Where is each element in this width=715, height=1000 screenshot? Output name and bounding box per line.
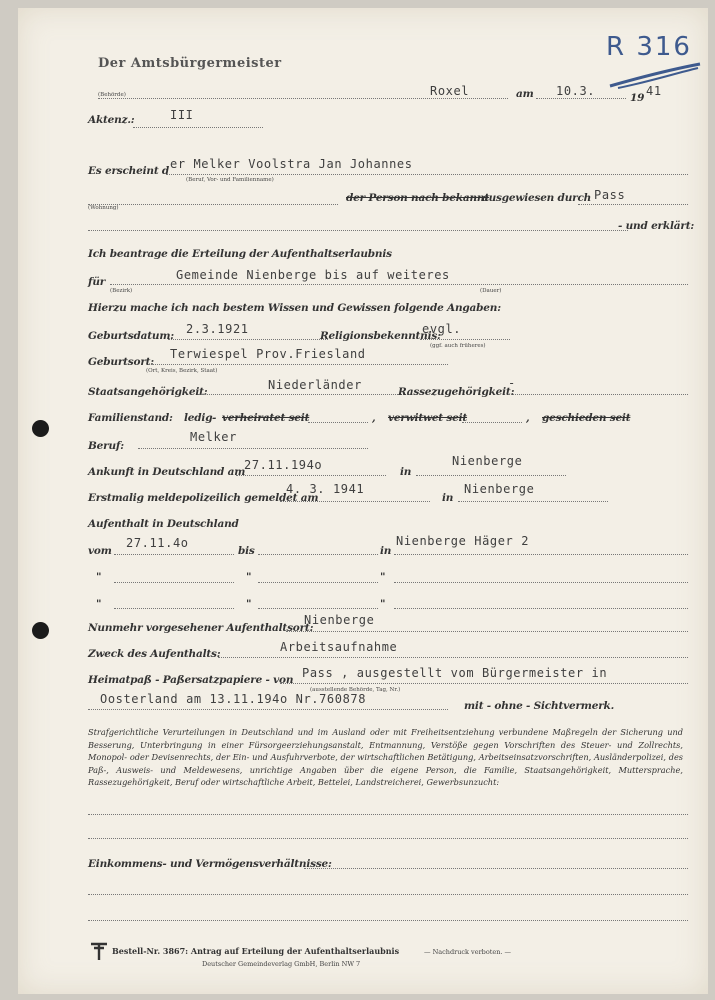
ditto-2b: " xyxy=(246,598,252,610)
heimatpass-hint: (ausstellende Behörde, Tag, Nr.) xyxy=(310,687,401,693)
wohnung-hint: (Wohnung) xyxy=(88,205,119,211)
ledig-option: ledig xyxy=(184,412,213,424)
aufenthalt-place: Nienberge Häger 2 xyxy=(396,534,530,548)
melde-date: 4. 3. 1941 xyxy=(286,482,365,496)
ditto-1b: " xyxy=(246,571,252,583)
footer-bestell: Bestell-Nr. 3867: Antrag auf Erteilung der Aufenthaltserlaubnis xyxy=(112,946,400,956)
archive-reference: R 316 xyxy=(606,32,692,62)
aktenz-value: III xyxy=(170,108,194,122)
religion-value: evgl. xyxy=(422,322,462,336)
familienstand-label: Familienstand: xyxy=(88,412,173,424)
punch-hole-top xyxy=(32,420,49,437)
geburtsdatum-value: 2.3.1921 xyxy=(186,322,249,336)
rasse-label: Rassezugehörigkeit: xyxy=(398,386,515,398)
form-page: R 316 Der Amtsbürgermeister (Behörde) Roxel am 10.3. 19 41 Aktenz.: III Es erscheint d er Melker Voolstra Jan Johannes (Beruf, Vor- und Familienname) (Wohnung) der Person nach bekannt ausgewiesen durch Pass - und erklärt: Ich beantrage die Erteilung der Aufenthaltserlaubnis für Gemeinde Nienberge bis auf weiteres (Bezirk) (Dauer) Hierzu mache ich nach bestem Wissen und Gewissen folgende Angaben: Geburtsdatum: 2.3.1921 Religionsbekenntnis: evgl. (ggf. auch früheres) Geburtsort: Terwiespel Prov.Friesland (Ort, Kreis, Bezirk, Staat) Staatsangehörigkeit: Niederländer Rassezugehörigkeit: - Familienstand: ledig - verheiratet seit , verwitwet seit , geschieden seit Beruf: Melker Ankunft in Deutschland am 27.11.194o in Nienberge Erstmalig meldepolizeilich gemeldet am 4. 3. 1941 in Nienberge Aufenthalt in Deutschland vom 27.11.4o bis in Nienberge Häger 2 " " " " " " Nunmehr vorgesehener Aufenthaltsort: Nienberge Zweck des Aufenthalts: Arbeitsaufnahme Heimatpaß - Paßersatzpapiere - von Pass , ausgestellt vom Bürgermeister in (ausstellende Behörde, Tag, Nr.) Oosterland am 13.11.194o Nr.760878 mit - ohne - Sichtvermerk. Strafgerichtliche Verurteilungen in Deutschland und im Ausland oder mit Freiheitsentziehung verbundene Maßregeln der Sicherung und Besserung, Unterbringung in einer Fürsorgeerziehungsanstalt, Entmannung, Verstöße gegen Vorschriften des Steuer- und Zollrechts, Monopol- oder Devisenrechts, der Ein- und Ausfuhrverbote, der wirtschaftlichen Betätigung, Arbeitseinsatzvorschriften, Ausländerpolizei, des Paß-, Ausweis- und Meldewesens, unrichtige Angaben über die eigene Person, die Familie, Staatsangehörigkeit, Muttersprache, Rassezugehörigkeit, Beruf oder wirtschaftliche Arbeit, Bettelei, Landstreicherei, Gewerbsunzucht: Einkommens- und Vermögensverhältnisse: Bestell-Nr. 3867: Antrag auf Erteilung der Aufenthaltserlaubnis — Nachdruck verboten. — Deutscher Gemeindeverlag GmbH, Berlin NW 7 xyxy=(18,8,708,994)
income-label: Einkommens- und Vermögensverhältnisse: xyxy=(88,858,332,870)
bis-label: bis xyxy=(238,545,255,557)
am-label: am xyxy=(516,88,534,100)
aufenthaltsort-label: Nunmehr vorgesehener Aufenthaltsort: xyxy=(88,622,314,634)
authority-stamp: Der Amtsbürgermeister xyxy=(98,56,282,71)
aktenz-label: Aktenz.: xyxy=(88,114,135,126)
punch-hole-bottom xyxy=(32,622,49,639)
beantrage-label: Ich beantrage die Erteilung der Aufenthaltserlaubnis xyxy=(88,248,392,260)
fuer-label: für xyxy=(88,276,106,288)
ditto-2c: " xyxy=(380,598,386,610)
verheiratet-option: verheiratet seit xyxy=(222,412,310,424)
rasse-value: - xyxy=(508,376,516,390)
vom-date: 27.11.4o xyxy=(126,536,189,550)
ankunft-label: Ankunft in Deutschland am xyxy=(88,466,246,478)
religion-hint: (ggf. auch früheres) xyxy=(430,343,486,349)
name-value: er Melker Voolstra Jan Johannes xyxy=(170,157,413,171)
sichtvermerk-label: mit - ohne - Sichtvermerk. xyxy=(464,700,615,712)
heimatpass-line2: Oosterland am 13.11.194o Nr.760878 xyxy=(100,692,367,706)
place-value: Roxel xyxy=(430,84,470,98)
behoerde-hint: (Behörde) xyxy=(98,92,126,98)
ausweis-value: Pass xyxy=(594,188,626,202)
year-value: 41 xyxy=(646,84,662,98)
bezirk-hint: (Bezirk) xyxy=(110,288,133,294)
aufenthalt-in-label: in xyxy=(380,545,392,557)
aufenthaltsort-value: Nienberge xyxy=(304,613,375,627)
aufenthalt-label: Aufenthalt in Deutschland xyxy=(88,518,239,530)
vom-label: vom xyxy=(88,545,112,557)
beruf-value: Melker xyxy=(190,430,237,444)
ditto-2a: " xyxy=(96,598,102,610)
geschieden-option: geschieden seit xyxy=(542,412,631,424)
staat-label: Staatsangehörigkeit: xyxy=(88,386,208,398)
hierzu-label: Hierzu mache ich nach bestem Wissen und Gewissen folgende Angaben: xyxy=(88,302,501,314)
religion-label: Religionsbekenntnis: xyxy=(320,330,441,342)
geburtsort-label: Geburtsort: xyxy=(88,356,154,368)
erscheint-label: Es erscheint d xyxy=(88,165,170,177)
fuer-value: Gemeinde Nienberge bis auf weiteres xyxy=(176,268,450,282)
footer-nachdruck: — Nachdruck verboten. — xyxy=(424,948,512,956)
ausgewiesen-label: ausgewiesen durch xyxy=(482,192,592,204)
ankunft-place: Nienberge xyxy=(452,454,523,468)
ditto-1c: " xyxy=(380,571,386,583)
publisher-logo-icon xyxy=(90,942,108,962)
geburtsdatum-label: Geburtsdatum: xyxy=(88,330,174,342)
zweck-label: Zweck des Aufenthalts: xyxy=(88,648,221,660)
convictions-paragraph: Strafgerichtliche Verurteilungen in Deutschland und im Ausland oder mit Freiheitsentziehung verbundene Maßregeln der Sicherung und Besserung, Unterbringung in einer Fürsorgeerziehungsanstalt, Entmannung, Verstöße gegen Vorschriften des Steuer- und Zollrechts, Monopol- oder Devisenrechts, der Ein- und Ausfuhrverbote, der wirtschaftlichen Betätigung, Arbeitseinsatzvorschriften, Ausländerpolizei, des Paß-, Ausweis- und Meldewesens, unrichtige Angaben über die eigene Person, die Familie, Staatsangehörigkeit, Muttersprache, Rassezugehörigkeit, Beruf oder wirtschaftliche Arbeit, Bettelei, Landstreicherei, Gewerbsunzucht: xyxy=(88,727,683,788)
heimatpass-value: Pass , ausgestellt vom Bürgermeister in xyxy=(302,666,608,680)
beruf-label: Beruf: xyxy=(88,440,124,452)
person-known: der Person nach bekannt xyxy=(346,192,489,204)
ditto-1a: " xyxy=(96,571,102,583)
geburtsort-hint: (Ort, Kreis, Bezirk, Staat) xyxy=(146,368,218,374)
melde-place: Nienberge xyxy=(464,482,535,496)
name-hint: (Beruf, Vor- und Familienname) xyxy=(186,177,274,183)
year-prefix: 19 xyxy=(630,92,645,104)
footer-verlag: Deutscher Gemeindeverlag GmbH, Berlin NW 7 xyxy=(202,960,361,968)
ankunft-in-label: in xyxy=(400,466,412,478)
melde-label: Erstmalig meldepolizeilich gemeldet am xyxy=(88,492,319,504)
erklaert-label: - und erklärt: xyxy=(618,220,695,232)
verwitwet-option: verwitwet seit xyxy=(388,412,468,424)
melde-in-label: in xyxy=(442,492,454,504)
geburtsort-value: Terwiespel Prov.Friesland xyxy=(170,347,366,361)
zweck-value: Arbeitsaufnahme xyxy=(280,640,398,654)
dauer-hint: (Dauer) xyxy=(480,288,502,294)
date-value: 10.3. xyxy=(556,84,596,98)
staat-value: Niederländer xyxy=(268,378,362,392)
heimatpass-label: Heimatpaß - Paßersatzpapiere - von xyxy=(88,674,294,686)
ankunft-date: 27.11.194o xyxy=(244,458,323,472)
